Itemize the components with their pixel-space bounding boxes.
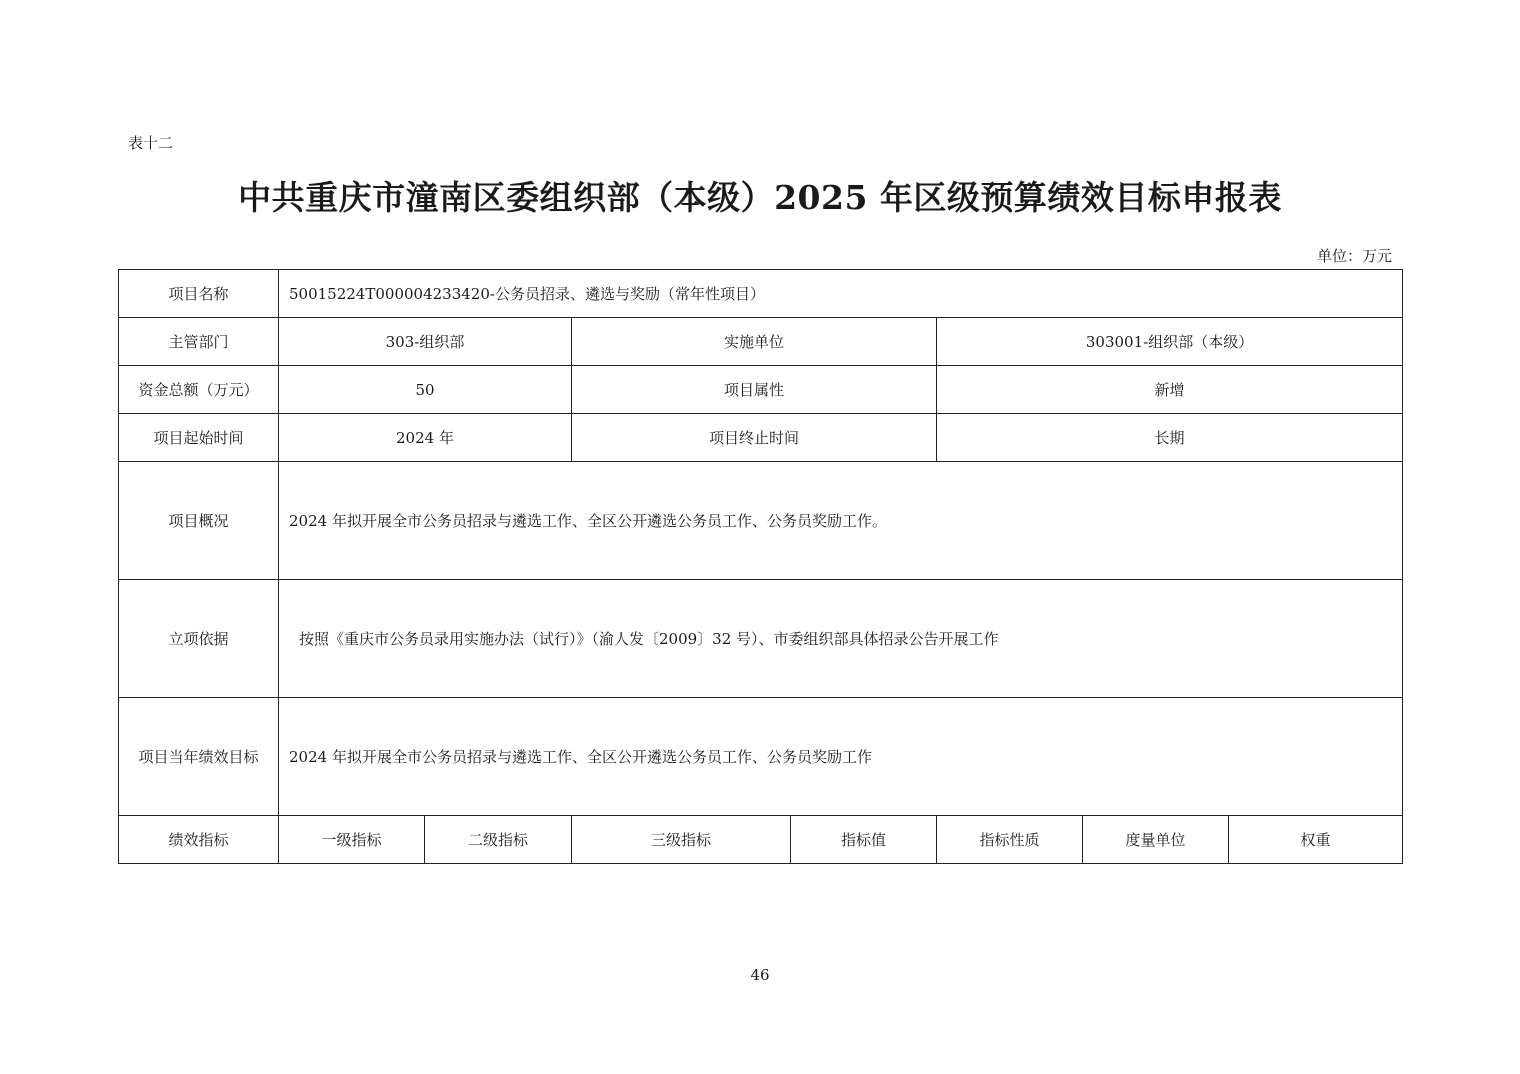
basis-value: 按照《重庆市公务员录用实施办法（试行）》（渝人发〔2009〕32 号）、市委组织部具体招录公告开展工作 [279,580,1403,698]
performance-target-table [118,269,1403,864]
table-number: 表十二 [128,134,174,152]
overview-label: 项目概况 [119,462,279,580]
funds-value: 50 [279,366,572,414]
goal-value: 2024 年拟开展全市公务员招录与遴选工作、全区公开遴选公务员工作、公务员奖励工作 [279,698,1403,816]
page-number: 46 [750,966,770,984]
row-time [119,414,1403,462]
implementer-label: 实施单位 [572,318,937,366]
indicator-col-unit: 度量单位 [1083,816,1229,864]
unit-label: 单位：万元 [1316,247,1392,265]
indicator-col-nature: 指标性质 [937,816,1083,864]
start-time-value: 2024 年 [279,414,572,462]
funds-label: 资金总额（万元） [119,366,279,414]
row-project-name [119,270,1403,318]
goal-label: 项目当年绩效目标 [119,698,279,816]
row-indicators-header [119,816,1403,864]
end-time-value: 长期 [937,414,1403,462]
attribute-value: 新增 [937,366,1403,414]
indicator-col-level2: 二级指标 [425,816,572,864]
indicator-col-level3: 三级指标 [572,816,791,864]
implementer-value: 303001-组织部（本级） [937,318,1403,366]
overview-value: 2024 年拟开展全市公务员招录与遴选工作、全区公开遴选公务员工作、公务员奖励工作。 [279,462,1403,580]
end-time-label: 项目终止时间 [572,414,937,462]
attribute-label: 项目属性 [572,366,937,414]
start-time-label: 项目起始时间 [119,414,279,462]
row-overview [119,462,1403,580]
indicator-col-weight: 权重 [1229,816,1403,864]
row-basis [119,580,1403,698]
row-funds [119,366,1403,414]
document-title: 中共重庆市潼南区委组织部（本级）2025 年区级预算绩效目标申报表 [238,178,1282,217]
project-name-label: 项目名称 [119,270,279,318]
indicator-col-value: 指标值 [791,816,937,864]
indicators-label: 绩效指标 [119,816,279,864]
department-label: 主管部门 [119,318,279,366]
indicator-col-level1: 一级指标 [279,816,425,864]
row-goal [119,698,1403,816]
basis-label: 立项依据 [119,580,279,698]
row-department [119,318,1403,366]
project-name-value: 50015224T000004233420-公务员招录、遴选与奖励（常年性项目） [279,270,1403,318]
department-value: 303-组织部 [279,318,572,366]
